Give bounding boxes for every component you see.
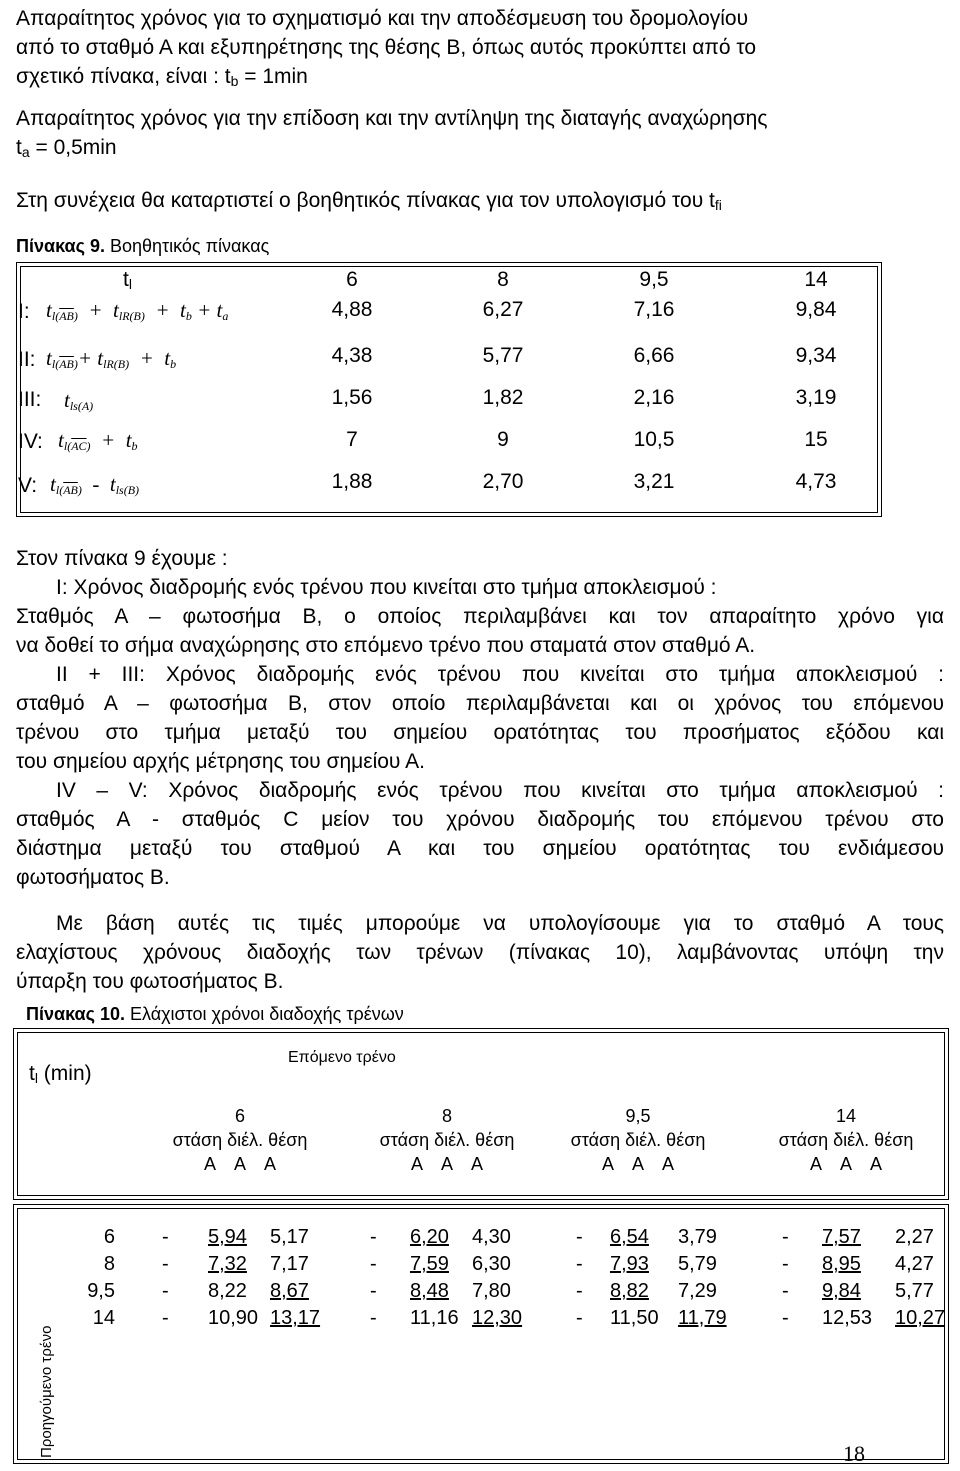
intro-paragraph-1 (16, 4, 756, 96)
previous-train-label: Προηγούμενο τρένο (38, 1325, 55, 1458)
table9-row-label: I: (18, 300, 30, 323)
table10-cell: 10,90 (208, 1307, 259, 1329)
table10-cell: 5,17 (270, 1226, 309, 1248)
table10-cell: - (162, 1280, 169, 1302)
body-line: ΙΙ + ΙΙΙ: Χρόνος διαδρομής ενός τρένου που κινείται στο τμήμα αποκλεισμού : (56, 663, 944, 686)
table9-cell: 10,5 (633, 428, 675, 451)
formula-row-2: $t_{l(\overline{AB})}+ t_{lR(B)} + t_b$ (46, 346, 177, 371)
text-line: Απαραίτητος χρόνος για το σχηματισμό και την αποδέσμευση του δρομολογίου (16, 7, 749, 30)
table10-cell: - (576, 1280, 583, 1302)
table10-cell: - (782, 1226, 789, 1248)
table10-cell: 7,29 (678, 1280, 717, 1302)
table9-row-label: V: (18, 474, 38, 497)
table10-cell: 2,27 (895, 1226, 934, 1248)
table10-cell: - (162, 1226, 169, 1248)
table10-tl-label: $t_l$ (min) (29, 1062, 92, 1086)
table9-cell: 9,34 (795, 344, 837, 367)
body-line: σταθμός Α - σταθμός C μείον του χρόνου διαδρομής του επόμενου τρένου στο (16, 808, 944, 831)
body-line: φωτοσήματος Β. (16, 866, 170, 889)
formula-row-1: $t_{l(\overline{AB})} + t_{lR(B)} + t_b + t_a$ (46, 298, 229, 323)
table10-cell: 8,82 (610, 1280, 649, 1302)
table10-cell: 8,67 (270, 1280, 309, 1302)
table10-cell: - (370, 1280, 377, 1302)
body-line: Με βάση αυτές τις τιμές μπορούμε να υπολογίσουμε για το σταθμό Α τους (56, 912, 944, 935)
table9-cell: 4,38 (331, 344, 373, 367)
table10-cell: - (370, 1307, 377, 1329)
table10-cell: 6,30 (472, 1253, 511, 1275)
table9-cell: 4,73 (795, 470, 837, 493)
body-line: τρένου στο τμήμα μεταξύ του σημείου ορατότητας του προσήματος εξόδου και (16, 721, 944, 744)
table10-cell: 7,32 (208, 1253, 247, 1275)
table10-cell: - (576, 1253, 583, 1275)
page-number: 18 (843, 1441, 865, 1466)
table10-cell: 5,79 (678, 1253, 717, 1275)
body-line: Σταθμός Α – φωτοσήμα Β, ο οποίος περιλαμβάνει και τον απαραίτητο χρόνο για (16, 605, 944, 628)
table10-cell: 8,48 (410, 1280, 449, 1302)
body-line: σταθμό Α – φωτοσήμα Β, στον οποίο περιλαμβάνεται και οι χρόνος του επόμενου (16, 692, 944, 715)
table9-cell: 7 (346, 428, 358, 451)
table10-cell: - (162, 1253, 169, 1275)
intro-paragraph-3: Στη συνέχεια θα καταρτιστεί ο βοηθητικός πίνακας για τον υπολογισμό του $t_{fi}$ (16, 189, 722, 213)
table9-cell: 7,16 (633, 298, 675, 321)
table10-cell: 4,30 (472, 1226, 511, 1248)
body-line: Ι: Χρόνος διαδρομής ενός τρένου που κινείται στο τμήμα αποκλεισμού : (56, 576, 717, 599)
table10-cell: 8,95 (822, 1253, 861, 1275)
table9-row-label: III: (18, 388, 42, 411)
body-line: ΙV – V: Χρόνος διαδρομής ενός τρένου που κινείται στο τμήμα αποκλεισμού : (56, 779, 944, 802)
table9-content (16, 262, 880, 515)
text-line: σχετικό πίνακα, είναι : $t_b = 1\min$ (16, 65, 308, 89)
table9-cell: 15 (804, 428, 828, 451)
table10-cell: 4,27 (895, 1253, 934, 1275)
body-line: να δοθεί το σήμα αναχώρησης στο επόμενο τρένο που σταματά στον σταθμό Α. (16, 634, 756, 657)
table10-group-header: 9,5 στάση διέλ. θέση Α Α Α (570, 1106, 706, 1174)
table9-col-header: 8 (497, 268, 509, 291)
table10-cell: - (576, 1226, 583, 1248)
formula-row-3: $t_{ls(A)}$ (64, 388, 94, 413)
table10-cell: - (782, 1280, 789, 1302)
table9-caption: Πίνακας 9. Βοηθητικός πίνακας (16, 236, 270, 256)
table9-cell: 5,77 (482, 344, 524, 367)
table9-cell: 3,19 (795, 386, 837, 409)
next-train-label: Επόμενο τρένο (288, 1049, 396, 1066)
table9-cell: 6,66 (633, 344, 675, 367)
table9-cell: 4,88 (331, 298, 373, 321)
body-line: ελαχίστους χρόνους διαδοχής των τρένων (πίνακας 10), λαμβάνοντας υπόψη την (16, 941, 944, 964)
table9-cell: 6,27 (482, 298, 524, 321)
table9-col-header: 14 (804, 268, 828, 291)
table10-row-label: 9,5 (87, 1280, 115, 1302)
table10-cell: 5,94 (208, 1226, 247, 1248)
table10-cell: 12,53 (822, 1307, 873, 1329)
table10-cell: 11,16 (410, 1307, 459, 1329)
text-line: Απαραίτητος χρόνος για την επίδοση και την αντίληψη της διαταγής αναχώρησης (16, 107, 768, 130)
table9-cell: 2,70 (482, 470, 524, 493)
table10-cell: - (162, 1307, 169, 1329)
table10-cell: - (370, 1226, 377, 1248)
table10-row-label: 8 (103, 1253, 115, 1275)
table9-cell: 9,84 (795, 298, 837, 321)
table10-group-header: 8 στάση διέλ. θέση Α Α Α (379, 1106, 515, 1174)
table10-row-label: 6 (103, 1226, 115, 1248)
table10-cell: 8,22 (208, 1280, 247, 1302)
text-line: $t_a = 0,5\min$ (16, 136, 117, 160)
intro-paragraph-2 (16, 104, 767, 167)
formula-row-4: $t_{l(\overline{AC})} + t_b$ (58, 428, 138, 453)
body-line: διάστημα μεταξύ του σταθμού Α και του σημείου ορατότητας του ενδιάμεσου (16, 837, 944, 860)
table10-cell: 11,50 (610, 1307, 659, 1329)
table9-row-label: IV: (18, 430, 43, 453)
table9-cell: 2,16 (633, 386, 675, 409)
table10-cell: - (782, 1253, 789, 1275)
table10-cell: 7,57 (822, 1226, 861, 1248)
table10-cell: 7,93 (610, 1253, 649, 1275)
table10-cell: 9,84 (822, 1280, 861, 1302)
body-lead: Στον πίνακα 9 έχουμε : (16, 547, 228, 570)
table10-cell: 7,17 (270, 1253, 309, 1275)
table10-cell: 13,17 (270, 1307, 321, 1329)
table10-cell: 5,77 (895, 1280, 934, 1302)
table10-cell: 12,30 (472, 1307, 523, 1329)
table9-cell: 1,88 (331, 470, 373, 493)
body-line: ύπαρξη του φωτοσήματος Β. (16, 970, 284, 993)
table10-cell: - (576, 1307, 583, 1329)
text-line: από το σταθμό Α και εξυπηρέτησης της θέσης Β, όπως αυτός προκύπτει από το (16, 36, 757, 59)
table10-group-header: 6 στάση διέλ. θέση Α Α Α (172, 1106, 308, 1174)
table9-cell: 9 (497, 428, 509, 451)
formula-row-5: $t_{l(\overline{AB})} - t_{ls(B)}$ (50, 472, 140, 497)
table10-caption: Πίνακας 10. Ελάχιστοι χρόνοι διαδοχής τρένων (26, 1004, 404, 1024)
table9-col-header: 9,5 (639, 268, 669, 291)
table10-cell: 6,20 (410, 1226, 449, 1248)
table10-cell: 3,79 (678, 1226, 717, 1248)
table9-cell: 1,56 (331, 386, 373, 409)
table10-cell: 7,59 (410, 1253, 449, 1275)
table10-row-label: 14 (92, 1307, 115, 1329)
table10-cell: - (370, 1253, 377, 1275)
table9-cell: 3,21 (633, 470, 675, 493)
body-line: του σημείου αρχής μέτρησης του σημείου Α. (16, 750, 425, 773)
table9-header-label: $t_l$ (123, 268, 132, 292)
table10-cell: 10,27 (895, 1307, 946, 1329)
table9-cell: 1,82 (482, 386, 524, 409)
table9-row-label: II: (18, 348, 36, 371)
table10-group-header: 14 στάση διέλ. θέση Α Α Α (778, 1106, 914, 1174)
table9-col-header: 6 (346, 268, 358, 291)
table10-cell: 6,54 (610, 1226, 649, 1248)
table10-cell: 11,79 (678, 1307, 727, 1329)
table10-cell: 7,80 (472, 1280, 511, 1302)
table10-cell: - (782, 1307, 789, 1329)
